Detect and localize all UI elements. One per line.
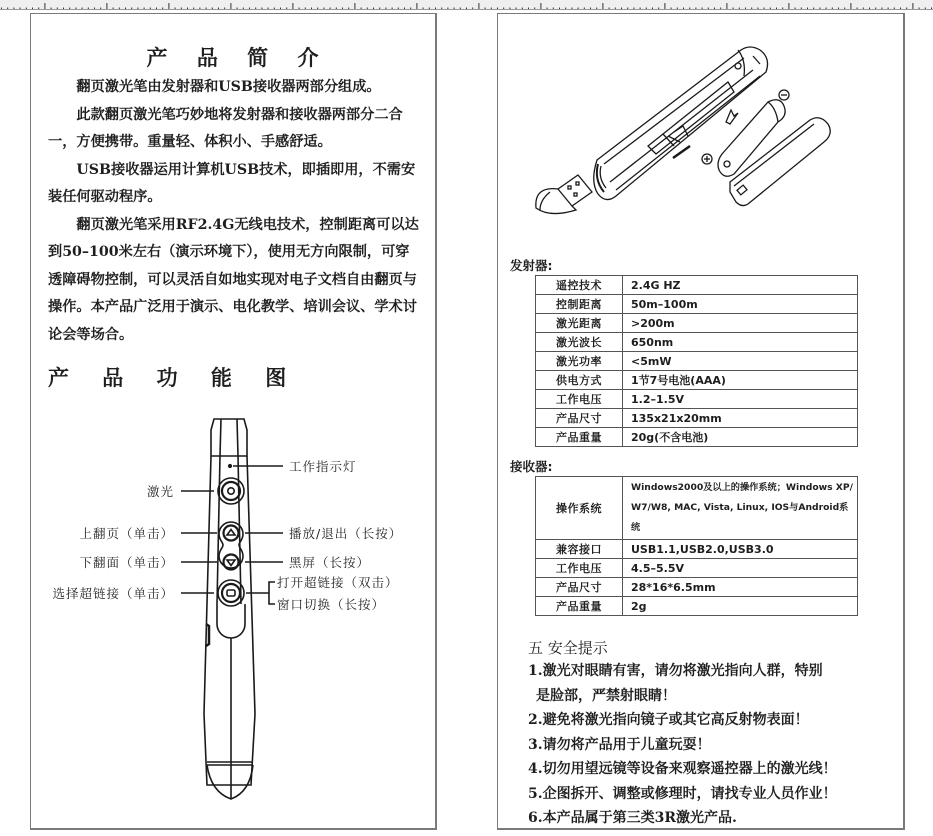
label-page-up-button: 上翻页（单击） [79, 526, 174, 541]
pen-body-illustration [594, 47, 768, 200]
spec-row [536, 390, 858, 409]
spec-row [536, 352, 858, 371]
spec-value: Windows2000及以上的操作系统；Windows XP/ W7/W8, MAC, Vista, Linux, IOS与Android系统 [623, 477, 858, 540]
safety-tips-title: 五 安全提示 [528, 639, 608, 657]
product-function-title: 产 品 功 能 图 [48, 365, 300, 390]
spec-row [536, 597, 858, 616]
left-page-panel [30, 13, 437, 830]
label-laser-button: 激光 [146, 484, 174, 499]
intro-paragraph: 翻页激光笔由发射器和USB接收器两部分组成。 [76, 79, 381, 95]
spec-row [536, 428, 858, 447]
spec-key: 产品尺寸 [536, 578, 623, 597]
spec-key: 供电方式 [536, 371, 623, 390]
safety-item: 4.切勿用望远镜等设备来观察遥控器上的激光线！ [528, 761, 837, 777]
safety-item: 2.避免将激光指向镜子或其它高反射物表面！ [528, 712, 809, 728]
label-indicator-light: 工作指示灯 [289, 459, 357, 474]
spec-value: 28*16*6.5mm [623, 578, 858, 597]
insert-arrow-icon [726, 110, 738, 124]
spec-value: 2g [623, 597, 858, 616]
spec-value: 50m–100m [623, 295, 858, 314]
spec-value: 135x21x20mm [623, 409, 858, 428]
intro-paragraph: USB接收器运用计算机USB技术，即插即用，不需安装任何驱动程序。 [48, 161, 416, 205]
spec-value: 1.2–1.5V [623, 390, 858, 409]
spec-value: <5mW [623, 352, 858, 371]
safety-item: 6.本产品属于第三类3R激光产品. [528, 810, 737, 826]
spec-key: 激光功率 [536, 352, 623, 371]
spec-row [536, 540, 858, 559]
spec-value: USB1.1,USB2.0,USB3.0 [623, 540, 858, 559]
transmitter-spec-table [535, 275, 858, 447]
safety-item: 5.企图拆开、调整或修理时，请找专业人员作业！ [528, 785, 837, 802]
label-switch-window: 窗口切换（长按） [277, 597, 386, 612]
safety-item-continuation: 是脸部，严禁射眼睛！ [536, 687, 676, 704]
spec-key: 激光距离 [536, 314, 623, 333]
product-intro-title: 产 品 简 介 [146, 45, 330, 70]
spec-row [536, 559, 858, 578]
device-exploded-illustration [498, 14, 906, 224]
label-open-link: 打开超链接（双击） [277, 575, 399, 590]
spec-row [536, 409, 858, 428]
spec-key: 激光波长 [536, 333, 623, 352]
intro-paragraph: 翻页激光笔采用RF2.4G无线电技术，控制距离可以达到50–100米左右（演示环境下），使用无方向限制，可穿透障碍物控制，可以灵活自如地实现对电子文档自由翻页与操作。本产品广泛用于演示、电化教学、培训会议、学术讨论会等场合。 [48, 216, 419, 343]
top-ruler [0, 0, 933, 10]
spec-key: 工作电压 [536, 390, 623, 409]
spec-row [536, 276, 858, 295]
spec-row [536, 333, 858, 352]
receiver-spec-table [535, 476, 858, 616]
spec-key: 产品重量 [536, 597, 623, 616]
transmitter-label: 发射器: [510, 258, 553, 273]
spec-key: 产品重量 [536, 428, 623, 447]
intro-paragraph: 此款翻页激光笔巧妙地将发射器和接收器两部分二合一，方便携带。重量轻、体积小、手感舒适。 [48, 106, 403, 150]
ruler-ticks [0, 0, 933, 10]
spec-row [536, 314, 858, 333]
spec-row [536, 295, 858, 314]
spec-row [536, 371, 858, 390]
spec-key: 控制距离 [536, 295, 623, 314]
usb-receiver-illustration [536, 175, 592, 214]
safety-item: 1.激光对眼睛有害，请勿将激光指向人群，特别 [528, 663, 823, 679]
safety-item: 3.请勿将产品用于儿童玩耍！ [528, 736, 711, 753]
label-play-exit: 播放/退出（长按） [289, 526, 403, 541]
label-page-down-button: 下翻面（单击） [79, 555, 174, 570]
spec-key: 产品尺寸 [536, 409, 623, 428]
spec-key: 遥控技术 [536, 276, 623, 295]
label-select-link-button: 选择超链接（单击） [52, 586, 174, 601]
safety-tips-list [528, 659, 903, 831]
presenter-pen-diagram [31, 14, 438, 831]
spec-key: 兼容接口 [536, 540, 623, 559]
spec-value: >200m [623, 314, 858, 333]
label-black-screen: 黑屏（长按） [289, 555, 371, 570]
spec-value: 20g(不含电池) [623, 428, 858, 447]
spec-value: 650nm [623, 333, 858, 352]
spec-key: 操作系统 [536, 477, 623, 540]
spec-key: 工作电压 [536, 559, 623, 578]
spec-value: 2.4G HZ [623, 276, 858, 295]
spec-value: 1节7号电池(AAA) [623, 371, 858, 390]
spec-row [536, 578, 858, 597]
spec-row [536, 477, 858, 540]
receiver-label: 接收器: [510, 459, 553, 474]
right-page-panel [497, 13, 905, 830]
spec-value: 4.5–5.5V [623, 559, 858, 578]
